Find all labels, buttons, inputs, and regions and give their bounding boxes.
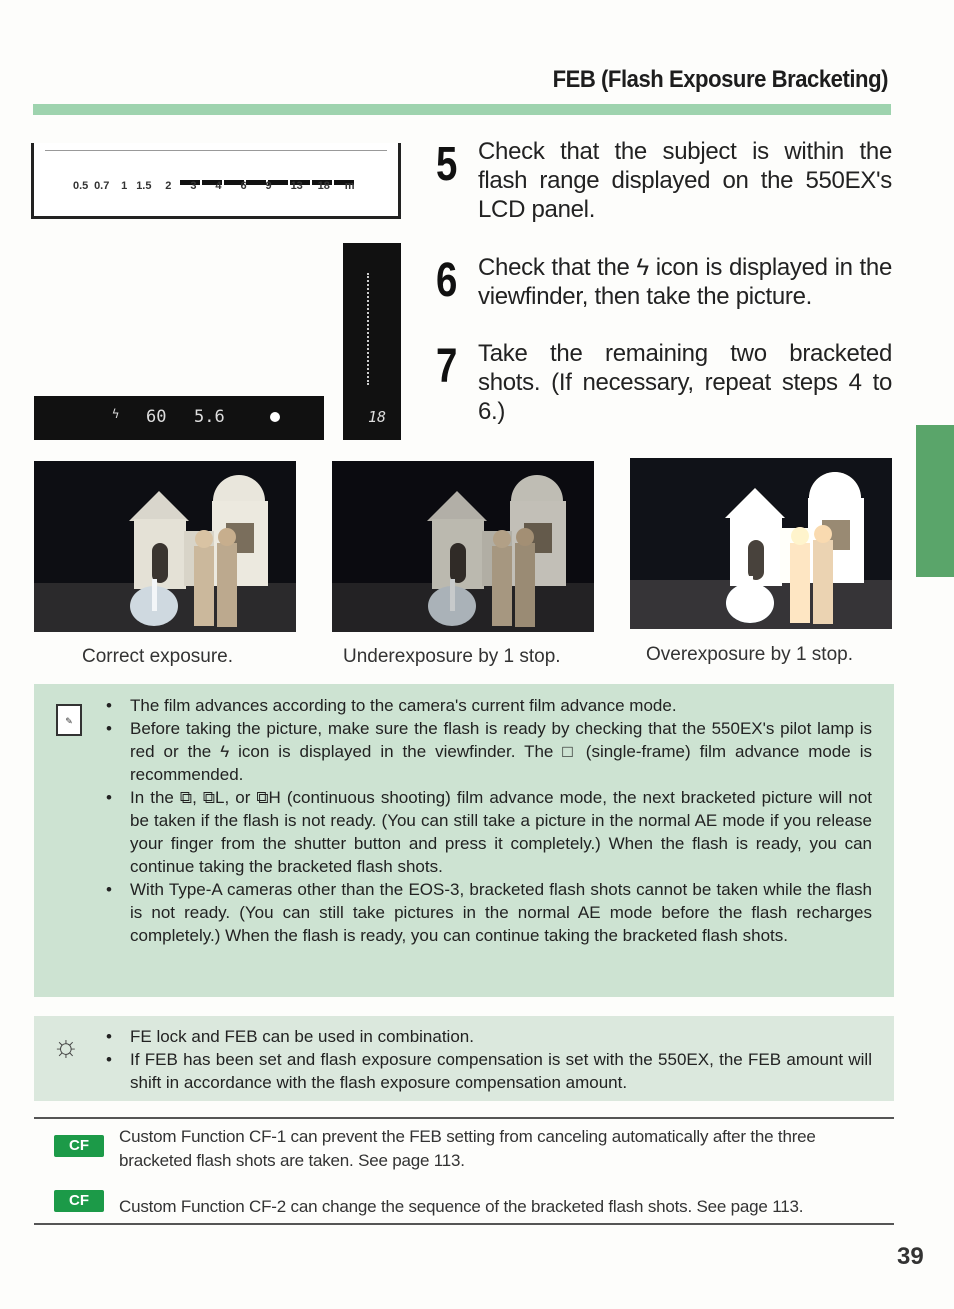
photo-correct-exposure — [34, 461, 296, 632]
caption-over: Overexposure by 1 stop. — [646, 644, 853, 665]
shutter-speed: 60 — [146, 407, 167, 427]
divider-top — [34, 1117, 894, 1119]
header-rule — [33, 104, 891, 115]
step-number: 6 — [436, 254, 458, 307]
notes-box — [34, 684, 894, 997]
scale-value: 0.5 — [73, 180, 89, 192]
note-item: • In the ⧉, ⧉L, or ⧉H (continuous shooting) film advance mode, the next bracketed picture will not be taken if the flash is not ready. (You can still take a picture in the normal AE mode if you release your finger from the shutter button and press it completely.) When the flash is ready, you can continue taking the bracketed flash shots. — [130, 786, 872, 878]
scale-value: 18 — [317, 180, 330, 192]
cf-badge: CF — [54, 1135, 104, 1157]
scale-value: 6 — [240, 180, 247, 192]
distance-scale — [73, 180, 354, 192]
divider-bottom — [34, 1223, 894, 1225]
scale-value: 1.5 — [136, 180, 152, 192]
photo-illustration — [630, 458, 892, 629]
frame-counter: 18 — [368, 408, 387, 426]
step-text: Check that the subject is within the flash range displayed on the 550EX's LCD panel. — [478, 138, 892, 223]
tips-list — [130, 1025, 872, 1094]
viewfinder-exposure-scale — [343, 243, 401, 440]
note-item: • The film advances according to the camera's current film advance mode. — [130, 694, 872, 717]
scale-value: 1 — [121, 180, 128, 192]
memo-icon: ✎ — [56, 704, 82, 736]
lcd-panel-line — [45, 150, 387, 151]
scale-value: 9 — [265, 180, 272, 192]
cf-badge: CF — [54, 1190, 104, 1212]
photo-illustration — [34, 461, 296, 632]
photo-overexposure — [630, 458, 892, 629]
page-number: 39 — [897, 1243, 924, 1270]
page-title: FEB (Flash Exposure Bracketing) — [552, 66, 888, 93]
scale-value: 3 — [190, 180, 197, 192]
scale-value: 4 — [215, 180, 222, 192]
exposure-scale-ticks — [367, 273, 372, 385]
caption-under: Underexposure by 1 stop. — [343, 646, 561, 667]
scale-value: m — [344, 180, 355, 192]
aperture-value: 5.6 — [194, 407, 225, 427]
tip-item: • FE lock and FEB can be used in combination. — [130, 1025, 872, 1048]
scale-value: 13 — [290, 180, 303, 192]
scale-value: 0.7 — [94, 180, 110, 192]
step-text: Check that the ϟ icon is displayed in the viewfinder, then take the picture. — [478, 254, 892, 310]
tips-box — [34, 1016, 894, 1101]
viewfinder-display — [34, 396, 324, 440]
step-text: Take the remaining two bracketed shots. (If necessary, repeat steps 4 to 6.) — [478, 340, 892, 425]
note-item: • With Type-A cameras other than the EOS-3, bracketed flash shots cannot be taken while the flash is not ready. (You can still take pictures in the normal AE mode before the flash recharges completely.) When the flash is ready, you can continue taking the bracketed flash shots. — [130, 878, 872, 947]
flash-icon: ϟ — [112, 407, 120, 421]
cf-text: Custom Function CF-1 can prevent the FEB setting from canceling automatically after the three bracketed flash shots are taken. See page 113. — [119, 1127, 816, 1170]
tip-item: • If FEB has been set and flash exposure compensation is set with the 550EX, the FEB amount will shift in accordance with the flash exposure compensation amount. — [130, 1048, 872, 1094]
notes-list — [130, 694, 872, 947]
caption-correct: Correct exposure. — [82, 646, 234, 667]
photo-illustration — [332, 461, 594, 632]
focus-confirm-icon — [270, 412, 280, 422]
cf-text: Custom Function CF-2 can change the sequence of the bracketed flash shots. See page 113. — [119, 1197, 804, 1216]
note-item: • Before taking the picture, make sure the flash is ready by checking that the 550EX's pilot lamp is red or the ϟ icon is displayed in the viewfinder. The □ (single-frame) film advance mode is recommended. — [130, 717, 872, 786]
scale-value: 2 — [165, 180, 172, 192]
lightbulb-icon: ☼ — [52, 1030, 80, 1063]
step-number: 7 — [436, 340, 458, 393]
photo-underexposure — [332, 461, 594, 632]
chapter-tab — [916, 425, 954, 577]
step-number: 5 — [436, 138, 458, 191]
